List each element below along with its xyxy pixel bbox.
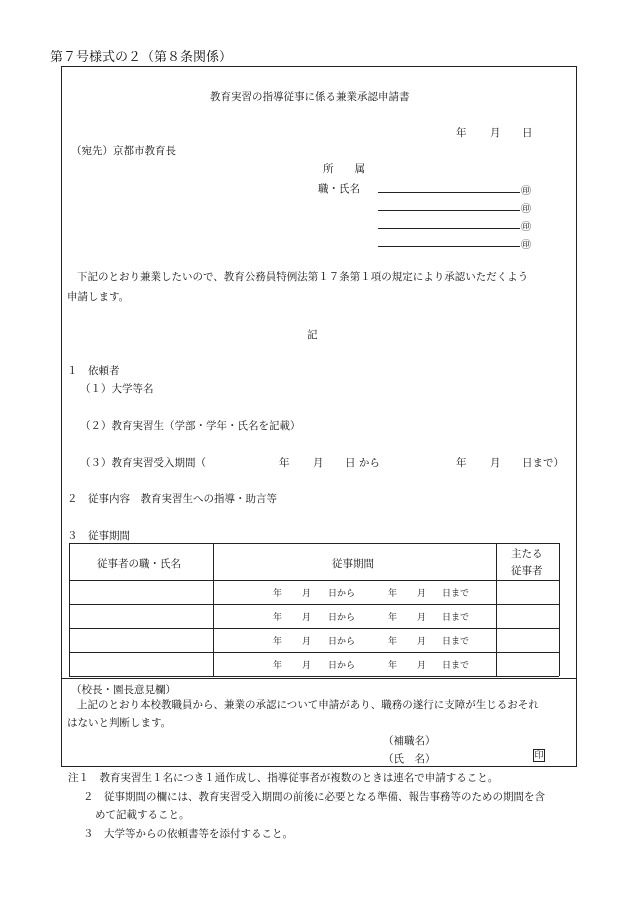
row-day-from: 日から	[328, 589, 356, 599]
seal-mark-3: ㊞	[521, 222, 531, 233]
note-3: ３ 大学等からの依頼書等を添付すること。	[83, 828, 293, 840]
principal-title-label: （補職名）	[383, 735, 436, 747]
principal-text-2: はないと判断します。	[67, 717, 172, 729]
section1-student: （２）教育実習生（学部・学年・氏名を記載）	[80, 420, 301, 432]
principal-text-1: 上記のとおり本校教職員から、兼業の承認について申請があり、職務の遂行に支障が生じるおそれ	[77, 699, 539, 711]
form-frame	[61, 66, 577, 767]
note-2-line-1: ２ 従事期間の欄には、教育実習受入期間の前後に必要となる準備、報告事務等のための期間を含	[83, 791, 545, 803]
name-label: 職・氏名	[318, 183, 360, 195]
row-day-to: 日まで	[442, 661, 470, 671]
principal-divider	[61, 678, 577, 679]
period-day-2: 日まで）	[522, 457, 564, 469]
row-month-to: 月	[417, 661, 427, 671]
period-month-1: 月	[313, 457, 324, 469]
row-month-to: 月	[417, 637, 427, 647]
section2-content: ２ 従事内容 教育実習生への指導・助言等	[67, 493, 277, 505]
col-header-period: 従事期間	[332, 558, 374, 570]
applicant-name-line-3[interactable]	[378, 228, 520, 229]
seal-mark-4: ㊞	[521, 240, 531, 251]
ki-heading: 記	[307, 329, 318, 341]
applicant-name-line-1[interactable]	[378, 192, 520, 193]
row-year-from: 年	[273, 637, 283, 647]
row-day-to: 日まで	[442, 589, 470, 599]
row-year-from: 年	[273, 589, 283, 599]
principal-name-label: （氏 名）	[383, 753, 436, 765]
intro-line-1: 下記のとおり兼業したいので、教育公務員特例法第１７条第１項の規定により承認いただくよう	[77, 271, 529, 283]
section1-heading: １ 依頼者	[67, 365, 120, 377]
col-header-main-2: 従事者	[511, 565, 543, 577]
addressee: （宛先）京都市教育長	[71, 145, 176, 157]
seal-mark-2: ㊞	[521, 204, 531, 215]
row-month-to: 月	[417, 613, 427, 623]
section1-university: （１）大学等名	[80, 383, 154, 395]
row-day-from: 日から	[328, 661, 356, 671]
stamp-box[interactable]: 印	[534, 751, 544, 761]
intro-line-2: 申請します。	[67, 291, 130, 303]
row-month-from: 月	[302, 637, 312, 647]
row-day-to: 日まで	[442, 637, 470, 647]
row-day-to: 日まで	[442, 613, 470, 623]
document-title: 教育実習の指導従事に係る兼業承認申請書	[210, 91, 410, 103]
form-id: 第７号様式の２（第８条関係）	[50, 50, 233, 65]
period-label: （３）教育実習受入期間（	[80, 457, 206, 469]
row-year-to: 年	[388, 589, 398, 599]
affiliation-label: 所 属	[323, 163, 365, 175]
row-month-from: 月	[302, 613, 312, 623]
note-2-line-2: めて記載すること。	[95, 809, 190, 821]
row-day-from: 日から	[328, 613, 356, 623]
period-day-1: 日 から	[345, 457, 380, 469]
row-month-to: 月	[417, 589, 427, 599]
period-month-2: 月	[490, 457, 501, 469]
row-year-to: 年	[388, 661, 398, 671]
period-year-2: 年	[456, 457, 467, 469]
date-day-label: 日	[522, 127, 533, 139]
row-month-from: 月	[302, 589, 312, 599]
date-month-label: 月	[490, 127, 501, 139]
seal-mark-1: ㊞	[521, 186, 531, 197]
row-year-to: 年	[388, 613, 398, 623]
col-header-name: 従事者の職・氏名	[97, 558, 181, 570]
row-year-from: 年	[273, 661, 283, 671]
row-month-from: 月	[302, 661, 312, 671]
principal-heading: （校長・園長意見欄）	[71, 684, 176, 696]
date-year-label: 年	[456, 127, 467, 139]
applicant-name-line-2[interactable]	[378, 210, 520, 211]
row-year-from: 年	[273, 613, 283, 623]
row-year-to: 年	[388, 637, 398, 647]
period-year-1: 年	[279, 457, 290, 469]
col-header-main-1: 主たる	[511, 548, 543, 560]
section3-heading: ３ 従事期間	[67, 530, 130, 542]
note-1: 注１ 教育実習生１名につき１通作成し、指導従事者が複数のときは連名で申請すること。	[68, 772, 499, 784]
applicant-name-line-4[interactable]	[378, 246, 520, 247]
row-day-from: 日から	[328, 637, 356, 647]
